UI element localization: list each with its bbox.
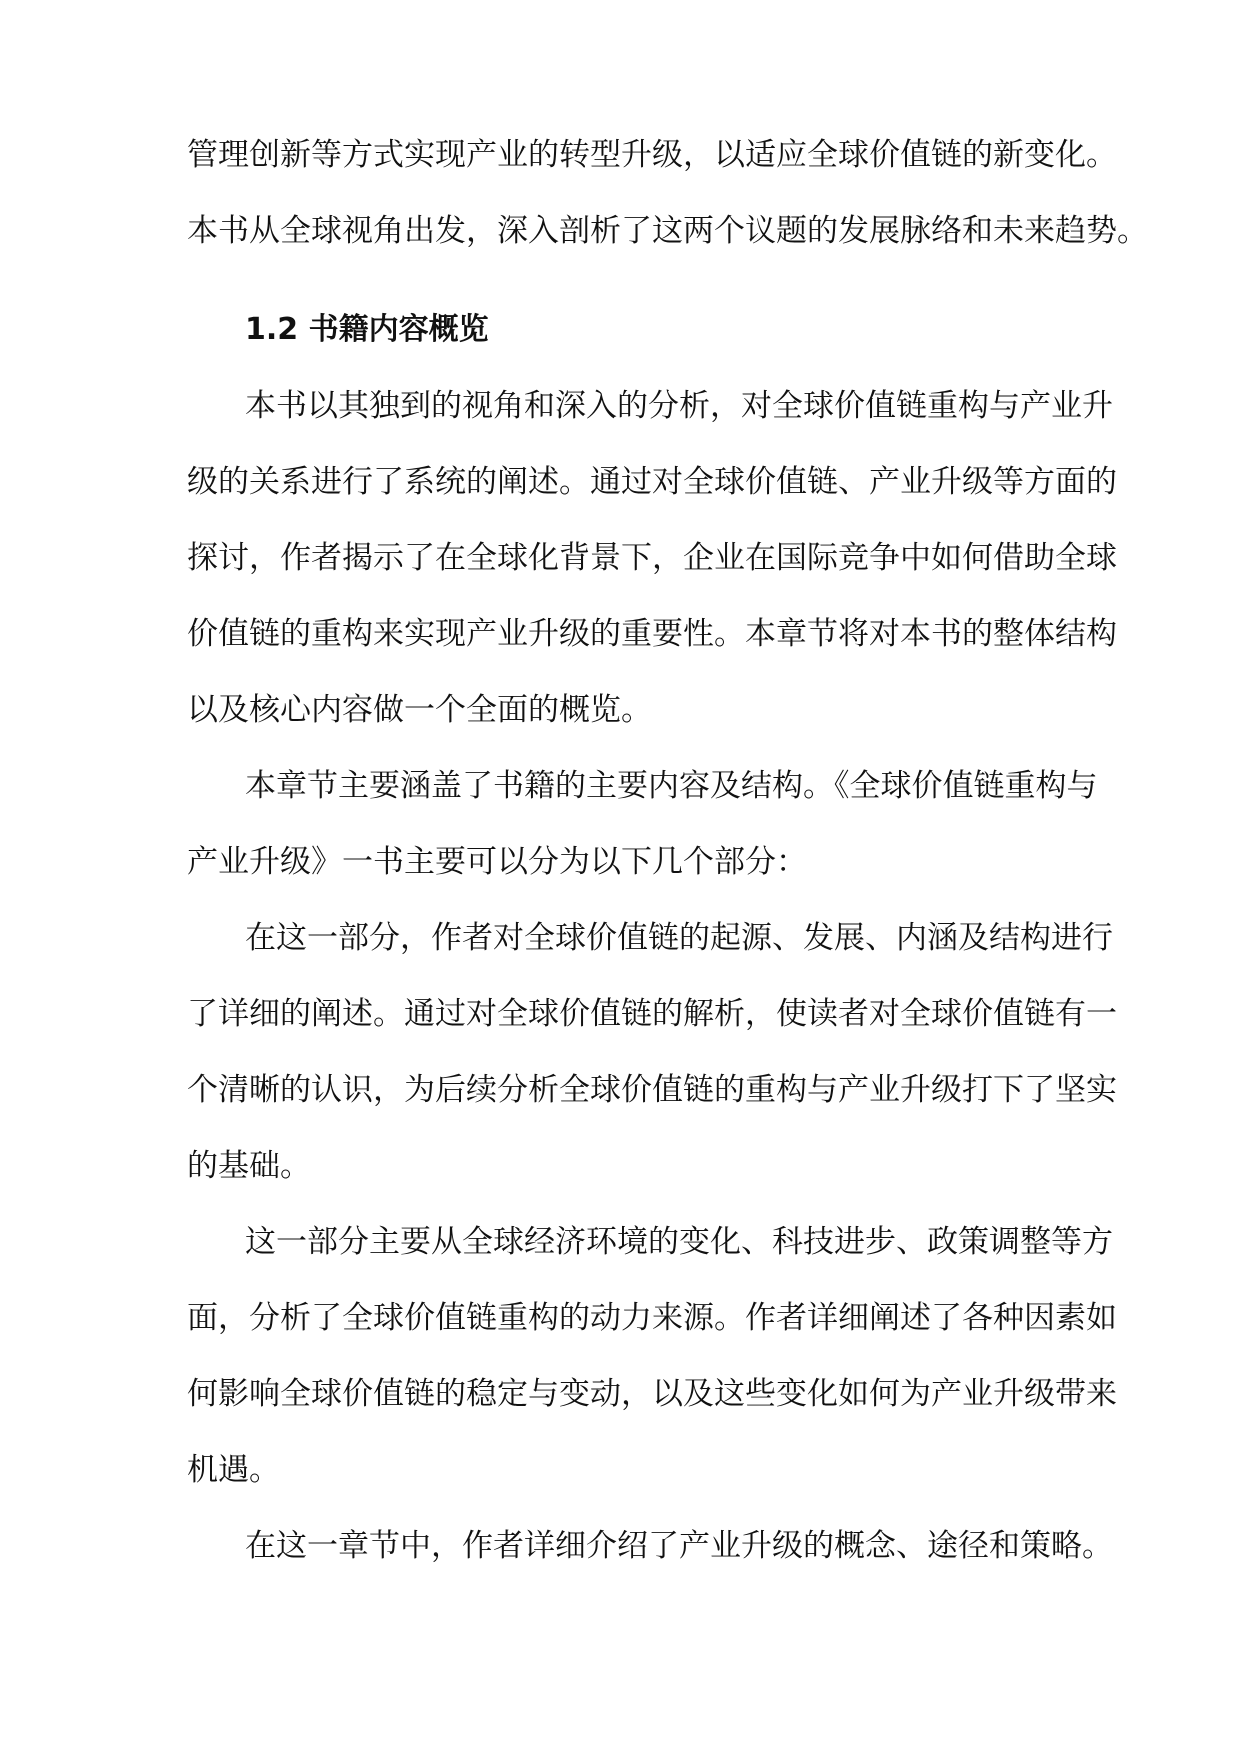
paragraph-line: 在这一章节中，作者详细介绍了产业升级的概念、途径和策略。 [245, 1528, 1113, 1564]
paragraph-line: 何影响全球价值链的稳定与变动，以及这些变化如何为产业升级带来 [187, 1376, 1117, 1412]
intro-line-2: 本书从全球视角出发，深入剖析了这两个议题的发展脉络和未来趋势。 [187, 213, 1148, 249]
paragraph-5 [187, 1526, 1113, 1566]
paragraph-line: 在这一部分，作者对全球价值链的起源、发展、内涵及结构进行 [245, 920, 1113, 956]
paragraph-line: 本书以其独到的视角和深入的分析，对全球价值链重构与产业升 [245, 388, 1113, 424]
document-page [187, 135, 1148, 1566]
paragraph-line: 的基础。 [187, 1148, 311, 1184]
paragraph-line: 面，分析了全球价值链重构的动力来源。作者详细阐述了各种因素如 [187, 1300, 1117, 1336]
paragraph-2 [187, 766, 1098, 882]
paragraph-line: 本章节主要涵盖了书籍的主要内容及结构。《全球价值链重构与 [245, 768, 1098, 804]
paragraph-4 [187, 1222, 1117, 1490]
paragraph-line: 个清晰的认识，为后续分析全球价值链的重构与产业升级打下了坚实 [187, 1072, 1117, 1108]
paragraph-line: 级的关系进行了系统的阐述。通过对全球价值链、产业升级等方面的 [187, 464, 1117, 500]
paragraph-line: 以及核心内容做一个全面的概览。 [187, 692, 652, 728]
paragraph-3 [187, 918, 1117, 1186]
paragraph-line: 机遇。 [187, 1452, 280, 1488]
paragraph-line: 探讨，作者揭示了在全球化背景下，企业在国际竞争中如何借助全球 [187, 540, 1117, 576]
section-heading: 1.2 书籍内容概览 [245, 312, 489, 347]
paragraph-line: 产业升级》一书主要可以分为以下几个部分： [187, 844, 807, 880]
paragraph-1 [187, 386, 1117, 730]
paragraph-line: 了详细的阐述。通过对全球价值链的解析，使读者对全球价值链有一 [187, 996, 1117, 1032]
paragraph-line: 价值链的重构来实现产业升级的重要性。本章节将对本书的整体结构 [187, 616, 1117, 652]
paragraph-line: 这一部分主要从全球经济环境的变化、科技进步、政策调整等方 [245, 1224, 1113, 1260]
intro-line-1: 管理创新等方式实现产业的转型升级，以适应全球价值链的新变化。 [187, 137, 1117, 173]
